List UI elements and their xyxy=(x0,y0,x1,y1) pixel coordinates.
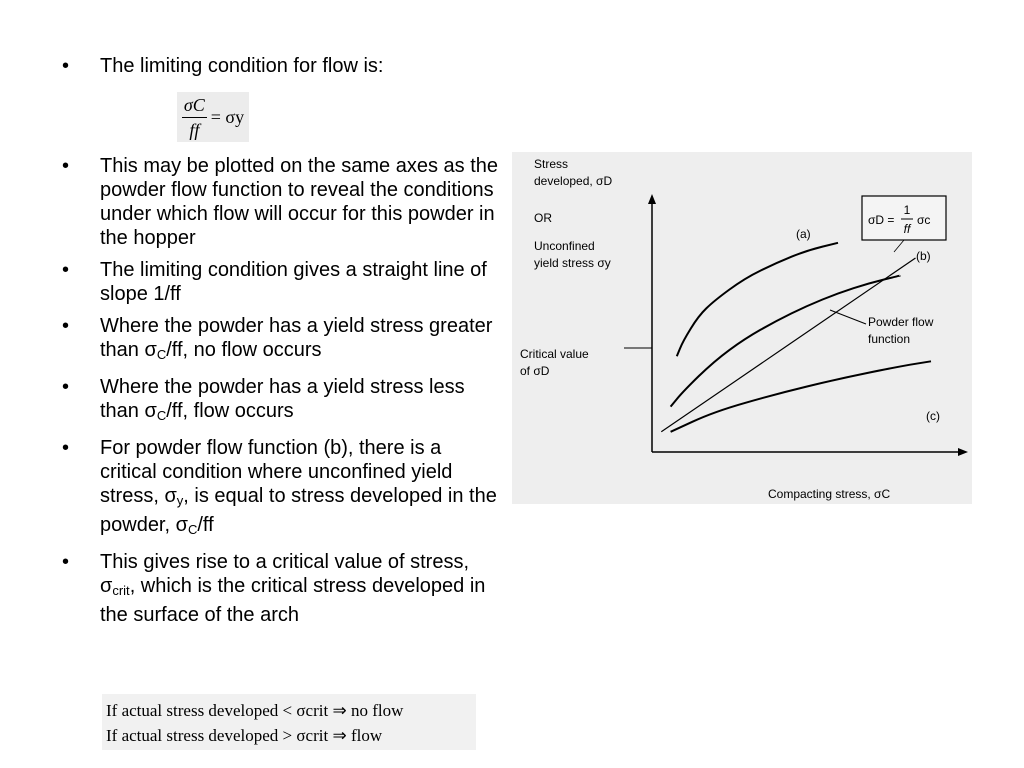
y-label-line-3: OR xyxy=(534,211,552,225)
bullet-marker: • xyxy=(62,551,70,573)
bullet-flow xyxy=(62,375,498,428)
flow-rules-box xyxy=(102,694,476,750)
bullet-marker: • xyxy=(62,437,70,459)
bullet-list xyxy=(62,54,498,635)
limit-rhs: = σy xyxy=(210,107,245,127)
rule-no-flow: If actual stress developed < σcrit ⇒ no flow xyxy=(106,701,404,720)
flow-function-chart xyxy=(512,152,972,504)
bullet-text: Where the powder has a yield stress greater than $\sigma_C/ff$, no flow occurs xyxy=(100,315,493,362)
bullet-text: Where the powder has a yield stress less than $\sigma_C/ff$, flow occurs xyxy=(100,376,465,423)
bullet-text: This gives rise to a critical value of stress, $\sigma_{crit}$, which is the critical stress developed in the surface of the arch xyxy=(100,551,486,626)
curve-label-b: (b) xyxy=(916,249,931,263)
flow-function-figure xyxy=(512,152,972,504)
limit-formula xyxy=(177,92,249,142)
limit-denominator: ff xyxy=(189,119,200,140)
bullet-marker: • xyxy=(62,315,70,337)
limit-fraction xyxy=(182,93,207,142)
box-formula-den: ff xyxy=(903,222,911,236)
bullet-marker: • xyxy=(62,259,70,281)
bullet-text: The limiting condition for flow is: xyxy=(100,55,384,77)
bullet-marker: • xyxy=(62,55,70,77)
y-label-line-4: Unconfined xyxy=(534,239,595,253)
x-axis-label: Compacting stress, σC xyxy=(768,487,891,501)
bullet-marker: • xyxy=(62,155,70,177)
bullet-straight-line xyxy=(62,258,498,306)
curve-label-a: (a) xyxy=(796,227,811,241)
critical-label-line-2: of σD xyxy=(520,364,550,378)
bullet-critical-value xyxy=(62,550,498,627)
limit-numerator: σC xyxy=(182,93,207,118)
bullet-plot-axes xyxy=(62,154,498,250)
pff-label-line-2: function xyxy=(868,332,911,346)
bullet-text: This may be plotted on the same axes as the powder flow function to reveal the conditions under which flow will occur for this powder in the hopper xyxy=(100,155,498,249)
bullet-critical-condition xyxy=(62,436,498,542)
y-label-line-5: yield stress σy xyxy=(534,256,611,270)
box-formula-rhs: σc xyxy=(917,213,931,227)
rule-flow: If actual stress developed > σcrit ⇒ flow xyxy=(106,726,383,745)
box-formula-lhs: σD = xyxy=(868,213,895,227)
bullet-text: For powder flow function (b), there is a critical condition where unconfined yield stress, $\sigma_y$, is equal to stress developed in the powder, $\sigma_C/ff$ xyxy=(100,437,497,537)
y-label-line-1: Stress xyxy=(534,157,569,171)
bullet-marker: • xyxy=(62,376,70,398)
bullet-no-flow xyxy=(62,314,498,367)
box-formula-num: 1 xyxy=(903,203,911,217)
bullet-limiting-condition xyxy=(62,54,498,78)
curve-label-c: (c) xyxy=(926,409,940,423)
bullet-text: The limiting condition gives a straight line of slope 1/ff xyxy=(100,259,487,305)
y-label-line-2: developed, σD xyxy=(534,174,613,188)
critical-label-line-1: Critical value xyxy=(520,347,589,361)
pff-label-line-1: Powder flow xyxy=(868,315,934,329)
